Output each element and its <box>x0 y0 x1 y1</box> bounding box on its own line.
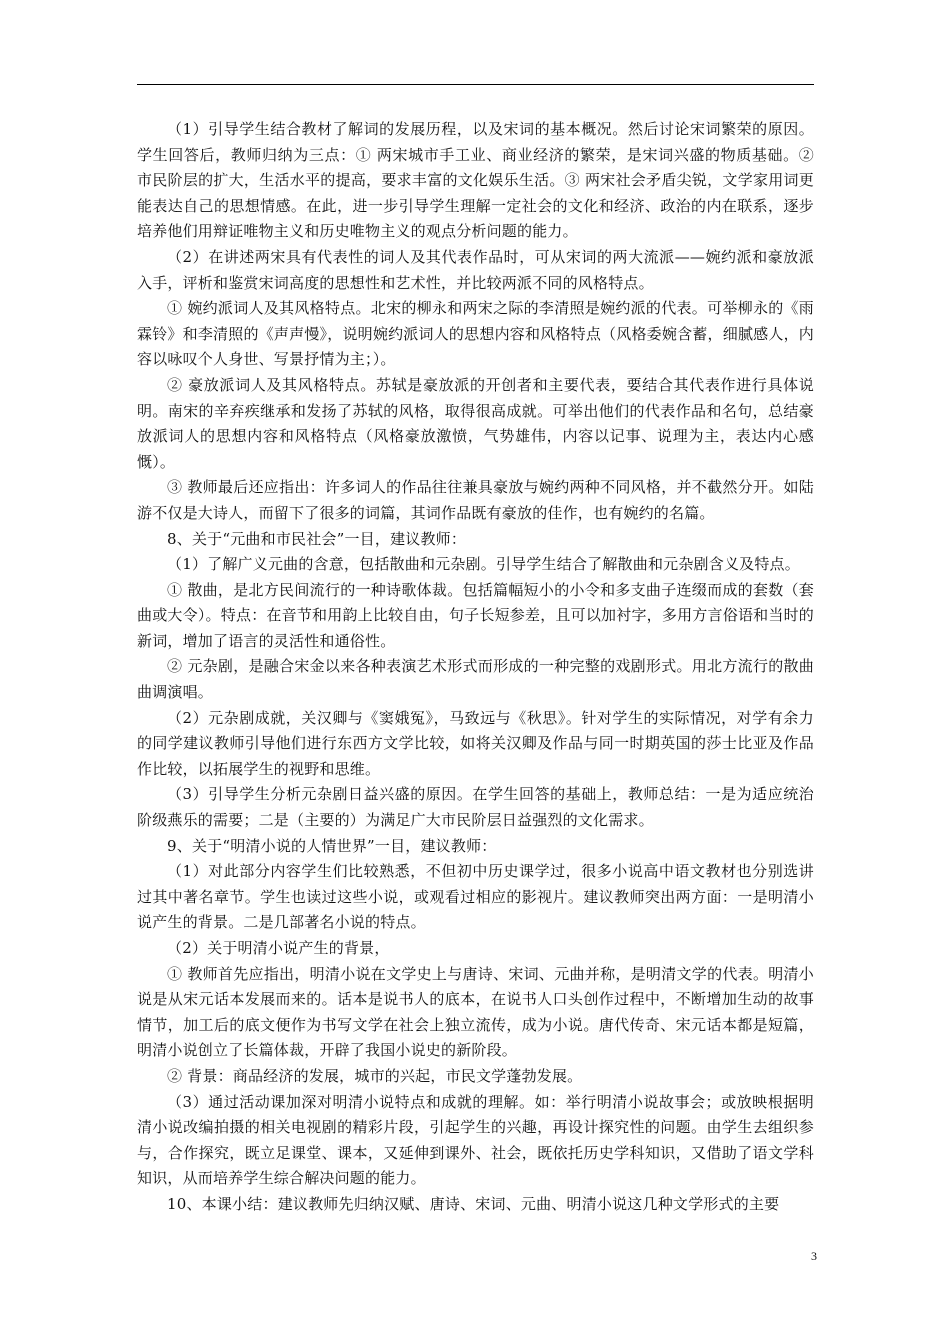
paragraph: （1）引导学生结合教材了解词的发展历程，以及宋词的基本概况。然后讨论宋词繁荣的原因。学生回答后，教师归纳为三点：① 两宋城市手工业、商业经济的繁荣，是宋词兴盛的物质基础。② 市民阶层的扩大，生活水平的提高，要求丰富的文化娱乐生活。③ 两宋社会矛盾尖锐，文学家用词更能表达自己的思想情感。在此，进一步引导学生理解一定社会的文化和经济、政治的内在联系，逐步培养他们用辩证唯物主义和历史唯物主义的观点分析问题的能力。 <box>137 120 814 241</box>
section-heading: 8、关于“元曲和市民社会”一目，建议教师： <box>167 529 467 548</box>
paragraph: ① 教师首先应指出，明清小说在文学史上与唐诗、宋词、元曲并称，是明清文学的代表。明清小说是从宋元话本发展而来的。话本是说书人的底本，在说书人口头创作过程中，不断增加生动的故事情节，加工后的底文便作为书写文学在社会上独立流传，成为小说。唐代传奇、宋元话本都是短篇，明清小说创立了长篇体裁，开辟了我国小说史的新阶段。 <box>137 964 814 1060</box>
paragraph: （2）在讲述两宋具有代表性的词人及其代表作品时，可从宋词的两大流派——婉约派和豪放派入手，评析和鉴赏宋词高度的思想性和艺术性，并比较两派不同的风格特点。 <box>137 247 814 292</box>
paragraph: ① 散曲，是北方民间流行的一种诗歌体裁。包括篇幅短小的小令和多支曲子连缀而成的套数（套曲或大令）。特点：在音节和用韵上比较自由，句子长短参差，且可以加衬字，多用方言俗语和当时的新词，增加了语言的灵活性和通俗性。 <box>137 580 814 650</box>
paragraph: ① 婉约派词人及其风格特点。北宋的柳永和两宋之际的李清照是婉约派的代表。可举柳永的《雨霖铃》和李清照的《声声慢》，说明婉约派词人的思想内容和风格特点（风格委婉含蓄，细腻感人，内容以咏叹个人身世、写景抒情为主；）。 <box>137 299 814 369</box>
paragraph: ② 元杂剧，是融合宋金以来各种表演艺术形式而形成的一种完整的戏剧形式。用北方流行的散曲曲调演唱。 <box>137 657 814 702</box>
paragraph: （1）了解广义元曲的含意，包括散曲和元杂剧。引导学生结合了解散曲和元杂剧含义及特点。 <box>167 555 800 574</box>
paragraph: （2）元杂剧成就，关汉卿与《窦娥冤》，马致远与《秋思》。针对学生的实际情况，对学有余力的同学建议教师引导他们进行东西方文学比较，如将关汉卿及作品与同一时期英国的莎士比亚及作品作比较，以拓展学生的视野和思维。 <box>137 708 814 778</box>
paragraph: ③ 教师最后还应指出：许多词人的作品往往兼具豪放与婉约两种不同风格，并不截然分开。如陆游不仅是大诗人，而留下了很多的词篇，其词作品既有豪放的佳作，也有婉约的名篇。 <box>137 478 814 522</box>
paragraph: （1）对此部分内容学生们比较熟悉，不但初中历史课学过，很多小说高中语文教材也分别选讲过其中著名章节。学生也读过这些小说，或观看过相应的影视片。建议教师突出两方面：一是明清小说产生的背景。二是几部著名小说的特点。 <box>137 862 814 932</box>
paragraph: 10、本课小结：建议教师先归纳汉赋、唐诗、宋词、元曲、明清小说这几种文学形式的主要 <box>167 1194 780 1213</box>
paragraph: （2）关于明清小说产生的背景， <box>167 939 390 957</box>
paragraph: （3）引导学生分析元杂剧日益兴盛的原因。在学生回答的基础上，教师总结：一是为适应统治阶级燕乐的需要；二是（主要的）为满足广大市民阶层日益强烈的文化需求。 <box>137 785 814 830</box>
paragraph: ② 豪放派词人及其风格特点。苏轼是豪放派的开创者和主要代表，要结合其代表作进行具体说明。南宋的辛弃疾继承和发扬了苏轼的风格，取得很高成就。可举出他们的代表作品和名句，总结豪放派词人的思想内容和风格特点（风格豪放激愤，气势雄伟，内容以记事、说理为主，表达内心感慨）。 <box>137 375 814 471</box>
header-rule <box>137 84 814 85</box>
section-heading: 9、关于“明清小说的人情世界”一目，建议教师： <box>167 836 497 855</box>
page-number: 3 <box>811 1249 817 1263</box>
document-body <box>137 117 814 1218</box>
paragraph: ② 背景：商品经济的发展，城市的兴起，市民文学蓬勃发展。 <box>167 1066 583 1085</box>
paragraph: （3）通过活动课加深对明清小说特点和成就的理解。如：举行明清小说故事会；或放映根据明清小说改编拍摄的相关电视剧的精彩片段，引起学生的兴趣，再设计探究性的问题。由学生去组织参与，合作探究，既立足课堂、课本，又延伸到课外、社会，既依托历史学科知识，又借助了语文学科知识，从而培养学生综合解决问题的能力。 <box>137 1092 814 1188</box>
